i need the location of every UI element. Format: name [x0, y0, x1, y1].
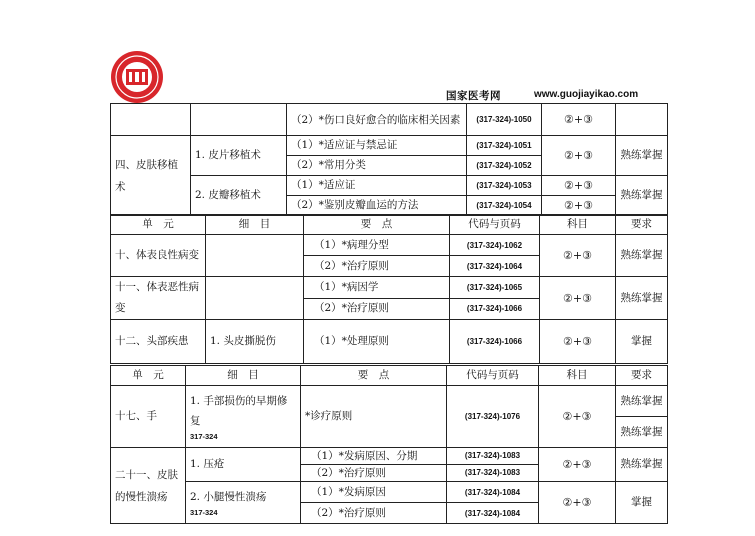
point-cell: （1）*病理分型 [304, 235, 450, 256]
detail-cell [186, 386, 301, 448]
detail-cell: 1. 头皮撕脱伤 [206, 320, 304, 364]
code-cell: (317-324)-1076 [447, 386, 539, 448]
requirement-cell: 熟练掌握 [616, 136, 668, 176]
code-cell: (317-324)-1083 [447, 448, 539, 465]
point-cell: （1）*发病原因、分期 [301, 448, 447, 465]
table-row [111, 136, 668, 156]
code-cell: (317-324)-1065 [450, 277, 540, 299]
code-cell: (317-324)-1051 [467, 136, 542, 156]
code-cell: (317-324)-1083 [447, 465, 539, 482]
subject-cell: ②+③ [542, 196, 616, 216]
table-row [111, 448, 668, 465]
detail-cell [206, 235, 304, 277]
unit-cell: 十、体表良性病变 [111, 235, 206, 277]
code-cell: (317-324)-1053 [467, 176, 542, 196]
code-cell: (317-324)-1084 [447, 482, 539, 503]
point-cell: （1）*发病原因 [301, 482, 447, 503]
unit-cell: 十七、手 [111, 386, 186, 448]
code-cell: (317-324)-1054 [467, 196, 542, 216]
table-row [111, 482, 668, 503]
point-cell: （2）*治疗原则 [304, 256, 450, 277]
detail-label: 1. 手部损伤的早期修复 [190, 394, 288, 427]
point-cell: *诊疗原则 [301, 386, 447, 448]
detail-cell [206, 277, 304, 320]
table-row [111, 277, 668, 299]
header-unit: 单 元 [111, 215, 206, 235]
detail-code: 317-324 [190, 507, 218, 517]
requirement-cell: 掌握 [616, 320, 668, 364]
detail-label: 2. 小腿慢性溃疡 [190, 490, 267, 503]
syllabus-table-2 [110, 214, 668, 364]
table-row [111, 320, 668, 364]
header-detail: 细 目 [206, 215, 304, 235]
subject-cell: ②+③ [542, 136, 616, 176]
table-row [111, 386, 668, 417]
requirement-cell [616, 104, 668, 136]
requirement-cell: 熟练掌握 [616, 235, 668, 277]
code-cell: (317-324)-1064 [450, 256, 540, 277]
header-detail: 细 目 [186, 366, 301, 386]
point-cell: （1）*适应证与禁忌证 [287, 136, 467, 156]
point-cell: （2）*常用分类 [287, 156, 467, 176]
site-url[interactable]: www.guojiayikao.com [534, 89, 639, 100]
subject-cell: ②+③ [540, 277, 616, 320]
header-code: 代码与页码 [450, 215, 540, 235]
code-cell: (317-324)-1052 [467, 156, 542, 176]
code-cell: (317-324)-1066 [450, 298, 540, 320]
header-requirement: 要求 [616, 215, 668, 235]
code-cell: (317-324)-1066 [450, 320, 540, 364]
code-cell: (317-324)-1062 [450, 235, 540, 256]
header-subject: 科目 [540, 215, 616, 235]
point-cell: （2）*治疗原则 [301, 465, 447, 482]
syllabus-table-3 [110, 365, 668, 524]
detail-cell [186, 482, 301, 524]
requirement-cell: 熟练掌握 [616, 448, 668, 482]
point-cell: （1）*病因学 [304, 277, 450, 299]
detail-cell: 1. 皮片移植术 [191, 136, 287, 176]
point-cell: （1）*适应证 [287, 176, 467, 196]
subject-cell: ②+③ [539, 482, 616, 524]
subject-cell: ②+③ [539, 448, 616, 482]
subject-cell: ②+③ [540, 320, 616, 364]
subject-cell: ②+③ [539, 386, 616, 448]
point-cell: （2）*治疗原则 [304, 298, 450, 320]
requirement-cell: 熟练掌握 [616, 277, 668, 320]
table-row [111, 104, 668, 136]
table-row [111, 176, 668, 196]
detail-cell: 1. 压疮 [186, 448, 301, 482]
unit-cell: 十二、头部疾患 [111, 320, 206, 364]
subject-cell: ②+③ [540, 235, 616, 277]
table-header-row [111, 366, 668, 386]
subject-cell: ②+③ [542, 104, 616, 136]
code-cell: (317-324)-1050 [467, 104, 542, 136]
requirement-cell: 熟练掌握 [616, 176, 668, 216]
unit-cell: 十一、体表恶性病变 [111, 277, 206, 320]
site-logo [110, 50, 164, 104]
detail-code: 317-324 [190, 431, 218, 441]
unit-cell: 二十一、皮肤的慢性溃疡 [111, 448, 186, 524]
table-header-row [111, 215, 668, 235]
site-name: 国家医考网 [446, 90, 501, 102]
detail-cell [191, 104, 287, 136]
requirement-cell: 掌握 [616, 482, 668, 524]
header-requirement: 要求 [616, 366, 668, 386]
point-cell: （2）*鉴别皮瓣血运的方法 [287, 196, 467, 216]
point-cell: （1）*处理原则 [304, 320, 450, 364]
unit-cell: 四、皮肤移植术 [111, 136, 191, 216]
header-point: 要 点 [301, 366, 447, 386]
point-cell: （2）*治疗原则 [301, 503, 447, 524]
detail-cell: 2. 皮瓣移植术 [191, 176, 287, 216]
header-subject: 科目 [539, 366, 616, 386]
syllabus-table-1 [110, 103, 668, 216]
requirement-cell: 熟练掌握 [616, 386, 668, 417]
requirement-cell: 熟练掌握 [616, 417, 668, 448]
code-cell: (317-324)-1084 [447, 503, 539, 524]
header-point: 要 点 [304, 215, 450, 235]
subject-cell: ②+③ [542, 176, 616, 196]
unit-cell [111, 104, 191, 136]
header-code: 代码与页码 [447, 366, 539, 386]
header-unit: 单 元 [111, 366, 186, 386]
point-cell: （2）*伤口良好愈合的临床相关因素 [287, 104, 467, 136]
table-row [111, 235, 668, 256]
